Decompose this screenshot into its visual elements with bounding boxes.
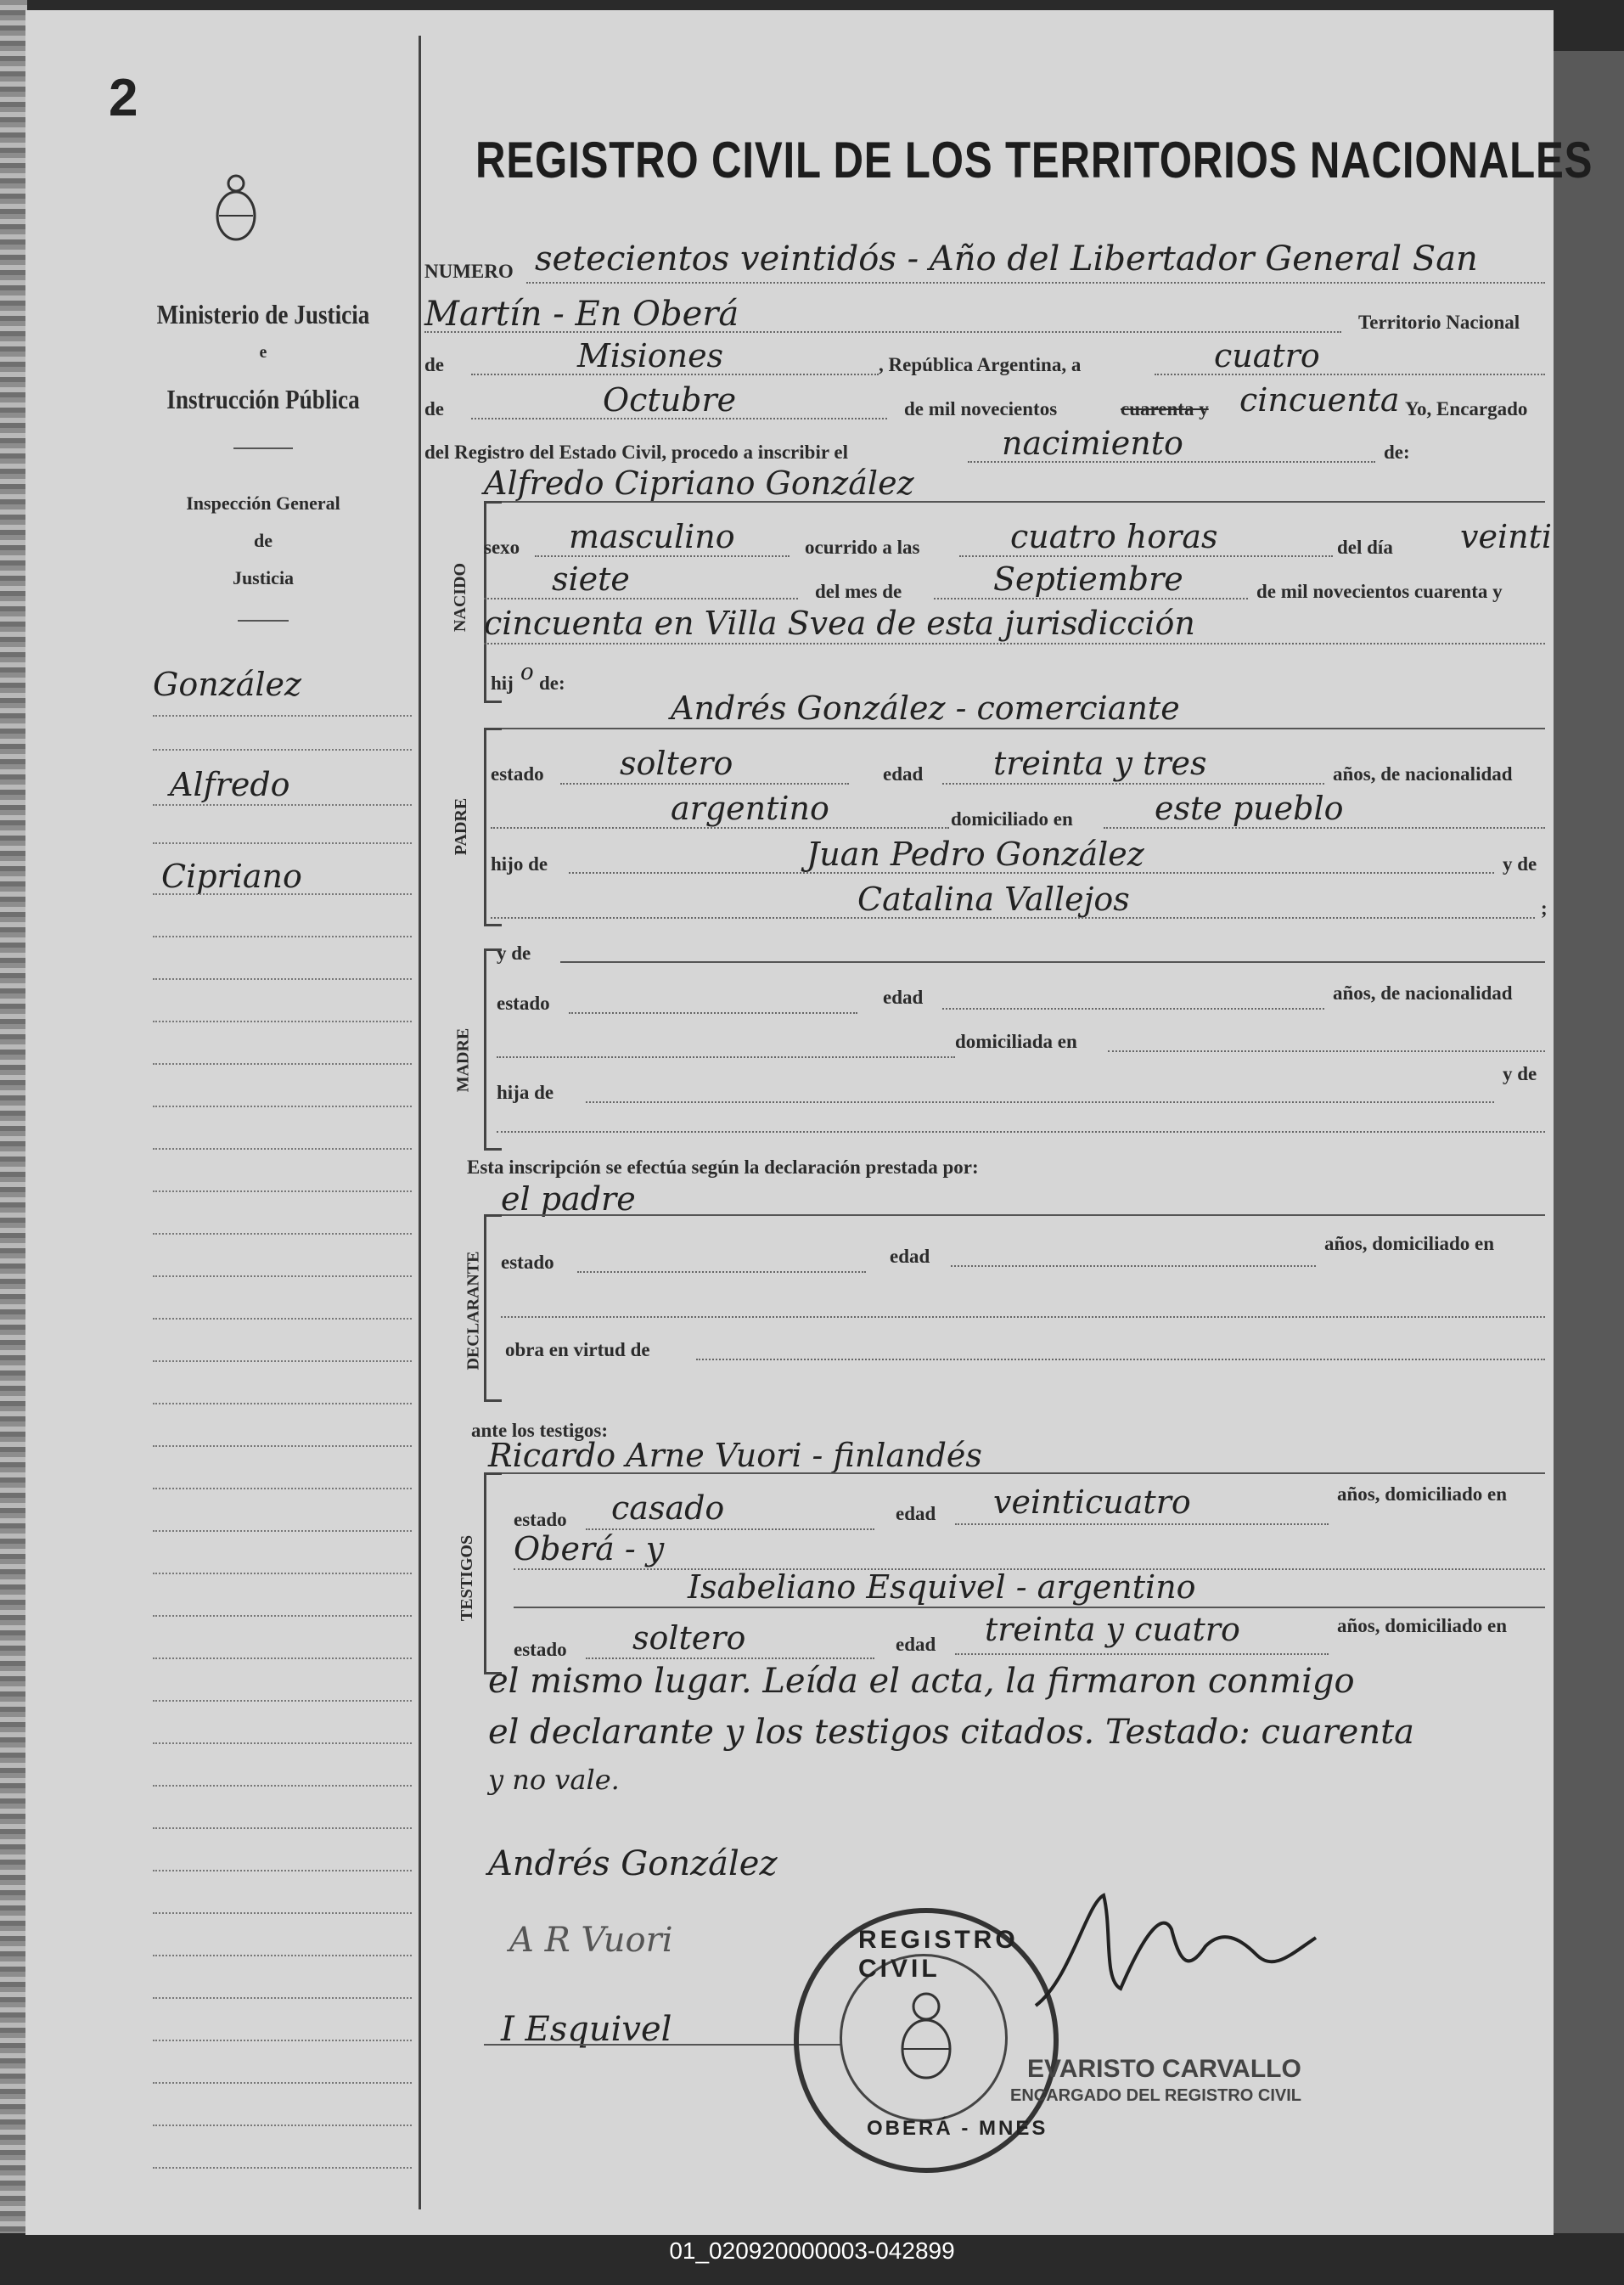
label-anos-nac: años, de nacionalidad [1333, 763, 1513, 785]
label-estado-decl: estado [501, 1252, 554, 1273]
label-domiciliado: domiciliado en [951, 808, 1073, 830]
hw-abuelo: Juan Pedro González [806, 836, 1144, 873]
page-number: 2 [109, 69, 138, 127]
sidebar-rule [153, 1021, 412, 1022]
label-hijo-de: de: [539, 673, 565, 694]
sidebar-rule [153, 1742, 412, 1744]
section-testigos: TESTIGOS [458, 1534, 477, 1622]
label-de-mil: de mil novecientos [904, 398, 1058, 419]
sidebar-rule [153, 1445, 412, 1447]
sidebar-name-2: Cipriano [161, 858, 302, 895]
hw-abuela: Catalina Vallejos [857, 881, 1130, 918]
sidebar-rule [153, 804, 412, 806]
sidebar-divider [233, 447, 293, 449]
hw-anio: cincuenta [1239, 381, 1400, 419]
sidebar-rule [153, 936, 412, 937]
sidebar-rule [153, 1955, 412, 1956]
hw-t2-estado: soltero [632, 1619, 746, 1657]
inspection-line-1: Inspección General [186, 492, 340, 514]
label-cuarenta-y: cuarenta y [1121, 398, 1209, 419]
sidebar-rule [153, 1615, 412, 1617]
register-page [25, 10, 1593, 2235]
hw-t1-edad: veinticuatro [993, 1483, 1191, 1521]
line-testigo-1 [488, 1472, 1545, 1474]
brace-madre [484, 948, 502, 1151]
sidebar-rule [153, 1785, 412, 1787]
line-hora [959, 555, 1333, 557]
hw-t1-estado: casado [611, 1489, 725, 1527]
label-yo-encargado: Yo, Encargado [1405, 398, 1528, 419]
hw-padre-dom: este pueblo [1155, 790, 1344, 827]
label-inscripcion: Esta inscripción se efectúa según la declaración prestada por: [467, 1157, 979, 1178]
line-madre [560, 961, 1545, 963]
line-padre-nac [491, 827, 949, 829]
hw-sexo: masculino [569, 518, 735, 555]
hw-cierre-2: el declarante y los testigos citados. Testado: cuarenta [488, 1713, 1415, 1752]
label-y-de-madre: y de [497, 943, 531, 964]
sidebar-rule [153, 2167, 412, 2169]
hw-t1-dom: Oberá - y [514, 1530, 665, 1567]
line-mes-nac [934, 598, 1248, 599]
hw-mes-nac: Septiembre [993, 560, 1183, 598]
hw-numero-cont: Martín - En Oberá [424, 295, 739, 334]
sidebar-name-1: Alfredo [170, 766, 290, 803]
sidebar-rule [153, 715, 412, 717]
hw-testigo-1: Ricardo Arne Vuori - finlandés [488, 1437, 982, 1474]
sidebar-rule [153, 1106, 412, 1107]
label-domiciliada: domiciliada en [955, 1031, 1077, 1052]
section-madre: MADRE [453, 1027, 473, 1093]
hw-padre-estado: soltero [620, 745, 733, 782]
coat-of-arms-icon [211, 172, 261, 248]
inspection-line-2: de [254, 530, 273, 551]
sidebar-rule [153, 1657, 412, 1659]
ministry-line-1: Ministerio de Justicia [156, 299, 370, 329]
hw-nombre: Alfredo Cipriano González [484, 464, 914, 502]
sidebar-rule [153, 1870, 412, 1871]
seal-coat-of-arms-icon [892, 1990, 960, 2087]
section-nacido: NACIDO [451, 562, 470, 633]
line-signatures [484, 2044, 840, 2046]
label-anos-dom-t2: años, domiciliado en [1337, 1615, 1508, 1636]
label-ocurrido: ocurrido a las [805, 537, 920, 558]
sidebar-rule [153, 1827, 412, 1829]
line-declarante [488, 1214, 1545, 1216]
margin-rule [419, 36, 421, 2209]
sidebar-rule [153, 2125, 412, 2126]
line-abuelo [569, 872, 1494, 874]
brace-declarante [484, 1214, 502, 1402]
line-lugar-nac [484, 643, 1545, 644]
line-t1-edad [955, 1523, 1329, 1525]
hw-numero: setecientos veintidós - Año del Libertador General San [535, 239, 1478, 279]
label-numero: NUMERO [424, 261, 514, 282]
sidebar-rule [153, 1275, 412, 1277]
sidebar-rule [153, 2040, 412, 2041]
seal-bottom-text: OBERÁ - MNES [867, 2117, 1048, 2140]
section-declarante: DECLARANTE [464, 1251, 483, 1370]
label-del-dia: del día [1337, 537, 1393, 558]
sidebar-rule [153, 1700, 412, 1702]
official-signature [1019, 1878, 1341, 2035]
hw-hijo-letra: o [520, 660, 534, 685]
hw-acto: nacimiento [1002, 425, 1183, 462]
sidebar-rule [153, 1063, 412, 1065]
label-de: de [424, 354, 444, 375]
official-name: EVARISTO CARVALLO [1027, 2055, 1301, 2083]
line-obra [696, 1359, 1545, 1360]
sidebar-rule [153, 1360, 412, 1362]
seal-top-text: REGISTRO CIVIL [858, 1926, 1019, 1983]
page-edge [1554, 51, 1624, 2233]
hw-padre-nac: argentino [671, 790, 829, 827]
label-semicolon: ; [1541, 898, 1548, 919]
sidebar-rule [153, 1148, 412, 1150]
line-padre-edad [942, 783, 1324, 785]
image-id: 01_020920000003-042899 [669, 2237, 955, 2264]
label-sexo: sexo [484, 537, 520, 558]
ministry-line-2: e [259, 343, 267, 362]
label-del-registro: del Registro del Estado Civil, procedo a inscribir el [424, 442, 848, 463]
label-hijo-de-padre: hijo de [491, 853, 548, 875]
line-decl-estado [577, 1271, 866, 1273]
signature-declarante: Andrés González [488, 1844, 778, 1883]
official-role: ENCARGADO DEL REGISTRO CIVIL [1010, 2086, 1301, 2105]
line-numero [526, 282, 1545, 284]
line-padre-dom [1104, 827, 1545, 829]
sidebar-rule [153, 1573, 412, 1574]
hw-hora: cuatro horas [1010, 518, 1218, 555]
sidebar-surname: González [153, 666, 302, 703]
line-provincia [471, 374, 879, 375]
line-nombre [484, 501, 1545, 503]
line-hija-de [586, 1101, 1494, 1103]
line-t2-estado [586, 1657, 874, 1659]
label-edad-t1: edad [896, 1503, 936, 1524]
line-madre-extra [497, 1131, 1545, 1133]
line-t2-edad [955, 1653, 1329, 1655]
sidebar-rule [153, 842, 412, 844]
line-numero-cont [424, 331, 1341, 333]
label-obra: obra en virtud de [505, 1339, 650, 1360]
label-edad-t2: edad [896, 1634, 936, 1655]
sidebar-rule [153, 1403, 412, 1404]
label-edad-decl: edad [890, 1246, 930, 1267]
line-dia [1155, 374, 1545, 375]
ministry-line-3: Instrucción Pública [166, 384, 360, 414]
label-territorio: Territorio Nacional [1358, 312, 1520, 333]
hw-padre-nombre: Andrés González - comerciante [671, 689, 1180, 727]
hw-dia: cuatro [1214, 337, 1320, 374]
label-estado: estado [491, 763, 544, 785]
sidebar-rule [153, 1488, 412, 1489]
sidebar-rule [153, 2082, 412, 2084]
label-de-mes: de [424, 398, 444, 419]
line-sexo [535, 555, 790, 557]
hw-testigo-2: Isabeliano Esquivel - argentino [688, 1568, 1196, 1606]
line-acto [968, 461, 1375, 463]
line-dia-nac [484, 598, 798, 599]
brace-testigos [484, 1472, 502, 1674]
sidebar-rule [153, 1530, 412, 1532]
label-estado-t1: estado [514, 1509, 567, 1530]
sidebar-rule [153, 1233, 412, 1235]
document-title: REGISTRO CIVIL DE LOS TERRITORIOS NACIONALES [475, 132, 1593, 189]
line-madre-dom [1108, 1050, 1545, 1052]
sidebar-rule [153, 749, 412, 751]
sidebar-rule [153, 1912, 412, 1914]
signature-testigo-1: A R Vuori [509, 1921, 673, 1960]
section-padre: PADRE [452, 797, 471, 856]
label-estado-madre: estado [497, 993, 550, 1014]
label-anos-dom-decl: años, domiciliado en [1324, 1233, 1495, 1254]
label-de-colon: de: [1384, 442, 1410, 463]
hw-mes: Octubre [603, 381, 737, 419]
hw-lugar-nac: cincuenta en Villa Svea de esta jurisdicción [484, 605, 1195, 642]
hw-cierre-1: el mismo lugar. Leída el acta, la firmaron conmigo [488, 1662, 1355, 1701]
label-republica: , República Argentina, a [879, 354, 1082, 375]
label-edad: edad [883, 763, 924, 785]
label-hija-de: hija de [497, 1082, 554, 1103]
line-madre-edad [942, 1008, 1324, 1010]
line-madre-estado [569, 1012, 857, 1014]
line-decl-dom [501, 1316, 1545, 1318]
hw-declarante: el padre [501, 1180, 636, 1218]
line-decl-edad [951, 1265, 1316, 1267]
line-testigo-2 [514, 1607, 1545, 1608]
hw-provincia: Misiones [577, 337, 724, 374]
hw-t2-edad: treinta y cuatro [985, 1611, 1240, 1648]
line-mes [471, 418, 887, 419]
sidebar-rule [153, 1997, 412, 1999]
hw-padre-edad: treinta y tres [993, 745, 1207, 782]
label-estado-t2: estado [514, 1639, 567, 1660]
label-y-de: y de [1503, 853, 1537, 875]
hw-dia-nac-2: siete [552, 560, 630, 598]
label-de-mil-nov: de mil novecientos cuarenta y [1256, 581, 1503, 602]
label-del-mes: del mes de [815, 581, 902, 602]
signature-testigo-2: I Esquivel [501, 2010, 672, 2049]
inspection-line-3: Justicia [232, 567, 295, 588]
label-anos-dom-t1: años, domiciliado en [1337, 1483, 1508, 1505]
line-madre-nac [497, 1056, 955, 1058]
label-anos-nac-madre: años, de nacionalidad [1333, 982, 1513, 1004]
book-spine [0, 0, 27, 2233]
sidebar-divider-2 [238, 620, 289, 622]
label-testigos: ante los testigos: [471, 1420, 608, 1441]
sidebar-rule [153, 893, 412, 895]
label-y-de-hija: y de [1503, 1063, 1537, 1084]
hw-cierre-3: y no vale. [488, 1764, 620, 1796]
line-padre [484, 728, 1545, 729]
line-padre-estado [560, 783, 849, 785]
label-hijo: hij [491, 673, 514, 694]
line-abuela [491, 917, 1535, 919]
sidebar-rule [153, 978, 412, 980]
sidebar-rule [153, 1190, 412, 1192]
hw-dia-nac-1: veinti [1460, 518, 1553, 555]
sidebar-rule [153, 1318, 412, 1320]
label-edad-madre: edad [883, 987, 924, 1008]
